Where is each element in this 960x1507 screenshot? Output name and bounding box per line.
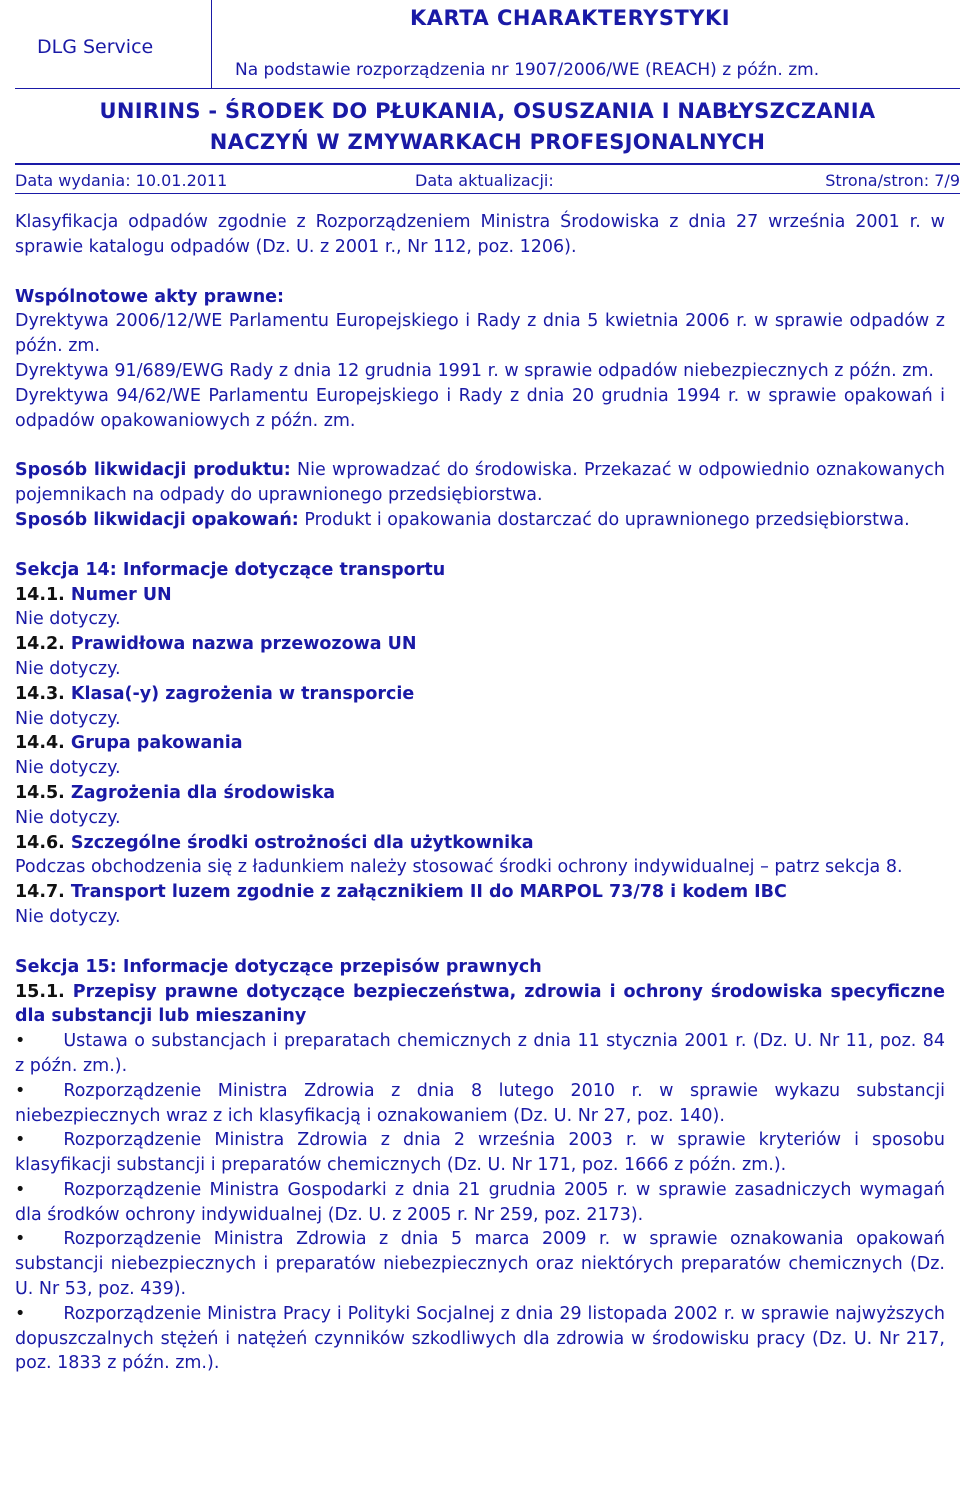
subsection-heading: 15.1. Przepisy prawne dotyczące bezpieczeństwa, zdrowia i ochrony środowiska specyficzne dla substancji lub mieszaniny bbox=[15, 981, 945, 1027]
product-name-line-2: NACZYŃ W ZMYWARKACH PROFESJONALNYCH bbox=[209, 130, 766, 154]
eu-act: Dyrektywa 94/62/WE Parlamentu Europejskiego i Rady z dnia 20 grudnia 1994 r. w sprawie opakowań i odpadów opakowaniowych z późn. zm. bbox=[15, 385, 945, 431]
page-number: Strona/stron: 7/9 bbox=[825, 171, 960, 190]
document-body bbox=[15, 210, 945, 1376]
subsection-value: Nie dotyczy. bbox=[15, 807, 121, 828]
regulation-text: Ustawa o substancjach i preparatach chemicznych z dnia 11 stycznia 2001 r. (Dz. U. Nr 11, poz. 84 z późn. zm.). bbox=[15, 1031, 945, 1076]
bullet-icon: • bbox=[15, 1080, 26, 1101]
section-15-title: Sekcja 15: Informacje dotyczące przepisów prawnych bbox=[15, 956, 542, 977]
eu-acts-heading: Wspólnotowe akty prawne: bbox=[15, 286, 285, 307]
header-rule bbox=[15, 163, 960, 165]
subsection-heading: 14.2. Prawidłowa nazwa przewozowa UN bbox=[15, 634, 417, 655]
waste-classification: Klasyfikacja odpadów zgodnie z Rozporządzeniem Ministra Środowiska z dnia 27 września 2001 r. w sprawie katalogu odpadów (Dz. U. z 2001 r., Nr 112, poz. 1206). bbox=[15, 212, 945, 257]
bullet-icon: • bbox=[15, 1031, 26, 1052]
section-14-title: Sekcja 14: Informacje dotyczące transportu bbox=[15, 559, 446, 580]
document-header bbox=[15, 0, 960, 190]
header-meta bbox=[15, 168, 960, 196]
subsection-value: Nie dotyczy. bbox=[15, 609, 121, 630]
bullet-icon: • bbox=[15, 1130, 26, 1151]
header-rule bbox=[15, 88, 960, 89]
subsection-value: Nie dotyczy. bbox=[15, 658, 121, 679]
product-name bbox=[15, 96, 960, 158]
document-title: KARTA CHARAKTERYSTYKI bbox=[410, 6, 731, 30]
subsection-heading: 14.1. Numer UN bbox=[15, 584, 172, 605]
regulation-text: Rozporządzenie Ministra Gospodarki z dnia 21 grudnia 2005 r. w sprawie zasadniczych wymagań dla środków ochrony indywidualnej (Dz. U. z 2005 r. Nr 259, poz. 2173). bbox=[15, 1179, 945, 1225]
subsection-heading: 14.7. Transport luzem zgodnie z załącznikiem II do MARPOL 73/78 i kodem IBC bbox=[15, 882, 787, 903]
company-name: DLG Service bbox=[37, 36, 154, 58]
regulation-list bbox=[15, 1029, 945, 1376]
disposal-product: Sposób likwidacji produktu: Nie wprowadzać do środowiska. Przekazać w odpowiednio oznakowanych pojemnikach na odpady do uprawnionego przedsiębiorstwa. bbox=[15, 460, 945, 506]
regulation-item bbox=[15, 1178, 945, 1228]
regulation-item bbox=[15, 1029, 945, 1079]
header-rule bbox=[15, 193, 960, 194]
bullet-icon: • bbox=[15, 1229, 26, 1250]
disposal-packaging: Sposób likwidacji opakowań: Produkt i opakowania dostarczać do uprawnionego przedsiębiorstwa. bbox=[15, 509, 910, 530]
subsection-value: Podczas obchodzenia się z ładunkiem należy stosować środki ochrony indywidualnej – patrz sekcja 8. bbox=[15, 857, 903, 878]
subsection-heading: 14.6. Szczególne środki ostrożności dla użytkownika bbox=[15, 832, 534, 853]
subsection-heading: 14.4. Grupa pakowania bbox=[15, 733, 243, 754]
bullet-icon: • bbox=[15, 1179, 26, 1200]
update-date: Data aktualizacji: bbox=[415, 171, 554, 190]
regulation-text: Rozporządzenie Ministra Zdrowia z dnia 5 marca 2009 r. w sprawie oznakowania opakowań substancji niebezpiecznych i preparatów niebezpiecznych oraz niektórych preparatów chemicznych (Dz. U. Nr 53, poz. 439). bbox=[15, 1229, 945, 1300]
subsection-value: Nie dotyczy. bbox=[15, 758, 121, 779]
regulation-item bbox=[15, 1227, 945, 1301]
subsection-heading: 14.5. Zagrożenia dla środowiska bbox=[15, 782, 336, 803]
regulation-text: Rozporządzenie Ministra Zdrowia z dnia 8 lutego 2010 r. w sprawie wykazu substancji niebezpiecznych wraz z ich klasyfikacją i oznakowaniem (Dz. U. Nr 27, poz. 140). bbox=[15, 1080, 945, 1126]
regulation-text: Rozporządzenie Ministra Pracy i Polityki Socjalnej z dnia 29 listopada 2002 r. w sprawie najwyższych dopuszczalnych stężeń i natężeń czynników szkodliwych dla zdrowia w środowisku pracy (Dz. U. Nr 217, poz. 1833 z późn. zm.). bbox=[15, 1303, 945, 1374]
regulation-item bbox=[15, 1128, 945, 1178]
regulation-item bbox=[15, 1302, 945, 1376]
subsection-value: Nie dotyczy. bbox=[15, 906, 121, 927]
product-name-line-1: UNIRINS - ŚRODEK DO PŁUKANIA, OSUSZANIA I NABŁYSZCZANIA bbox=[99, 99, 876, 123]
subsection-value: Nie dotyczy. bbox=[15, 708, 121, 729]
issue-date: Data wydania: 10.01.2011 bbox=[15, 171, 228, 190]
header-divider bbox=[211, 0, 212, 88]
eu-act: Dyrektywa 91/689/EWG Rady z dnia 12 grudnia 1991 r. w sprawie odpadów niebezpiecznych z późn. zm. bbox=[15, 360, 934, 381]
regulation-text: Rozporządzenie Ministra Zdrowia z dnia 2 września 2003 r. w sprawie kryteriów i sposobu klasyfikacji substancji i preparatów chemicznych (Dz. U. Nr 171, poz. 1666 z późn. zm.). bbox=[15, 1130, 945, 1176]
regulation-item bbox=[15, 1079, 945, 1129]
bullet-icon: • bbox=[15, 1303, 26, 1324]
eu-act: Dyrektywa 2006/12/WE Parlamentu Europejskiego i Rady z dnia 5 kwietnia 2006 r. w sprawie odpadów z późn. zm. bbox=[15, 311, 945, 357]
subsection-heading: 14.3. Klasa(-y) zagrożenia w transporcie bbox=[15, 683, 415, 704]
regulation-note: Na podstawie rozporządzenia nr 1907/2006/WE (REACH) z późn. zm. bbox=[235, 60, 820, 80]
